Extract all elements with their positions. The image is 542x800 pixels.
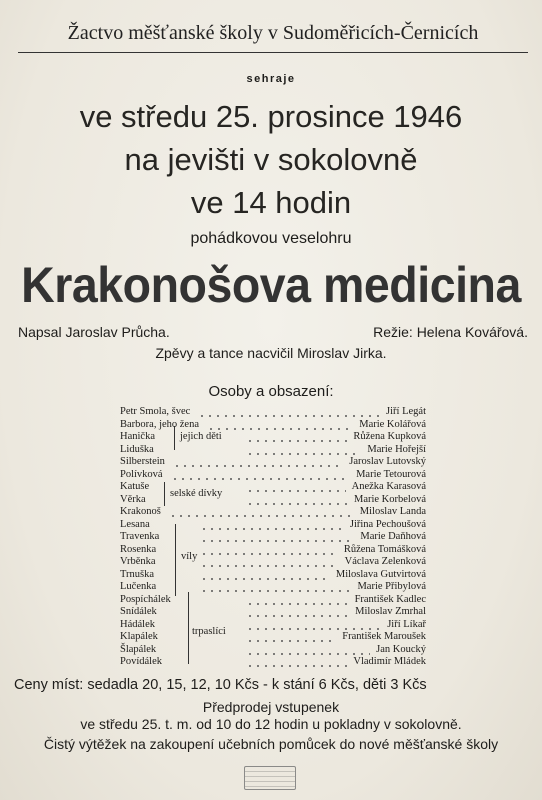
cast-leader-dots — [200, 578, 330, 580]
cast-actor: Růžena Tomášková — [343, 543, 426, 555]
cast-role: Snídálek — [120, 606, 157, 617]
brace-daughters — [174, 426, 175, 450]
cast-role: Katuše — [120, 481, 150, 492]
cast-actor: Marie Hořejší — [367, 443, 426, 455]
cast-role: Polívková — [120, 468, 163, 480]
cast-role: Hanička — [120, 431, 155, 442]
printer-stamp — [244, 766, 296, 790]
time-line: ve 14 hodin — [190, 185, 352, 220]
cast-role: Vrběnka — [120, 556, 156, 567]
venue-line: na jevišti v sokolovně — [124, 142, 418, 177]
cast-role: Liduška — [120, 443, 154, 455]
director-credit: Režie: Helena Kovářová. — [373, 324, 528, 340]
cast-actor: Marie Přibylová — [357, 581, 426, 592]
cast-actor: Václava Zelenková — [344, 556, 426, 567]
genre-line: pohádkovou veselohru — [190, 230, 352, 247]
brace-fairies — [175, 524, 176, 596]
songs-credit: Zpěvy a tance nacvičil Miroslav Jirka. — [155, 345, 387, 361]
cast-actor: František Kadlec — [354, 593, 426, 605]
cast-role: Klapálek — [120, 631, 158, 642]
cast-role: Věrka — [120, 493, 146, 505]
profit-note: Čistý výtěžek na zakoupení učebních pomůcek do nové měšťanské školy — [43, 736, 499, 752]
cast-actor: Růžena Kupková — [353, 431, 426, 442]
cast-role: Povídálek — [120, 656, 162, 667]
cast-leader-dots — [173, 465, 343, 467]
group-label-dwarfs: trpaslíci — [192, 626, 226, 637]
cast-role: Lučenka — [120, 581, 157, 592]
date-line: ve středu 25. prosince 1946 — [79, 99, 463, 134]
cast-leader-dots — [200, 553, 338, 555]
intro-text: sehraje — [246, 73, 296, 85]
cast-leader-dots — [246, 665, 347, 667]
cast-role: Krakonoš — [120, 506, 161, 517]
cast-role: Travenka — [120, 531, 160, 542]
group-label-daughters: jejich děti — [180, 431, 222, 442]
cast-actor: Marie Tetourová — [356, 468, 426, 480]
cast-actor: Vladimír Mládek — [353, 656, 426, 667]
cast-role: Barbora, jeho žena — [120, 418, 200, 430]
cast-actor: Miloslav Zmrhal — [355, 606, 426, 617]
cast-actor: Marie Daňhová — [360, 531, 426, 542]
cast-leader-dots — [200, 540, 354, 542]
cast-role: Rosenka — [120, 543, 157, 555]
cast-leader-dots — [198, 415, 380, 417]
group-label-fairies: víly — [181, 551, 198, 562]
cast-leader-dots — [246, 453, 361, 455]
cast-role: Petr Smola, švec — [120, 406, 191, 417]
cast-leader-dots — [171, 478, 350, 480]
cast-leader-dots — [246, 640, 336, 642]
cast-actor: Marie Korbelová — [353, 493, 426, 505]
cast-leader-dots — [200, 590, 351, 592]
brace-dwarfs — [188, 592, 189, 664]
poster-header: Žactvo měšťanské školy v Sudoměřicích-Černicích — [67, 22, 479, 44]
cast-role: Trnuška — [120, 568, 155, 580]
cast-actor: Jiří Líkař — [387, 618, 426, 630]
brace-peasant-girls — [164, 482, 165, 506]
cast-leader-dots — [169, 515, 354, 517]
cast-heading: Osoby a obsazení: — [208, 383, 334, 400]
cast-role: Silberstein — [120, 456, 165, 467]
cast-list — [120, 406, 426, 668]
cast-actor: Anežka Karasová — [351, 481, 426, 492]
cast-leader-dots — [246, 503, 348, 505]
cast-actor: Miloslava Gutvirtová — [335, 568, 426, 580]
cast-actor: Jaroslav Lutovský — [349, 456, 426, 467]
cast-leader-dots — [246, 628, 381, 630]
cast-leader-dots — [246, 653, 370, 655]
play-title: Krakonošova medicina — [21, 257, 521, 313]
cast-actor: Jiří Legát — [386, 406, 426, 417]
cast-role: Šlapálek — [120, 643, 157, 655]
cast-leader-dots — [200, 528, 344, 530]
cast-leader-dots — [246, 490, 346, 492]
cast-leader-dots — [207, 428, 353, 430]
header-rule — [18, 52, 528, 53]
cast-actor: Marie Kolářová — [359, 418, 426, 430]
cast-leader-dots — [246, 440, 347, 442]
cast-actor: František Maroušek — [342, 631, 426, 642]
presale-detail: ve středu 25. t. m. od 10 do 12 hodin u pokladny v sokolovně. — [80, 716, 462, 732]
cast-role: Lesana — [120, 518, 150, 530]
cast-actor: Miloslav Landa — [359, 506, 426, 517]
prices-line: Ceny míst: sedadla 20, 15, 12, 10 Kčs - k stání 6 Kčs, děti 3 Kčs — [14, 677, 427, 693]
presale-title: Předprodej vstupenek — [202, 699, 340, 715]
group-label-peasant-girls: selské dívky — [170, 488, 223, 499]
cast-role: Hádálek — [120, 618, 155, 630]
cast-actor: Jan Koucký — [376, 643, 426, 655]
cast-leader-dots — [200, 565, 339, 567]
cast-role: Pospíchálek — [120, 593, 171, 605]
cast-leader-dots — [246, 603, 349, 605]
cast-actor: Jiřina Pechoušová — [349, 518, 426, 530]
author-credit: Napsal Jaroslav Průcha. — [18, 324, 170, 340]
cast-leader-dots — [246, 615, 349, 617]
